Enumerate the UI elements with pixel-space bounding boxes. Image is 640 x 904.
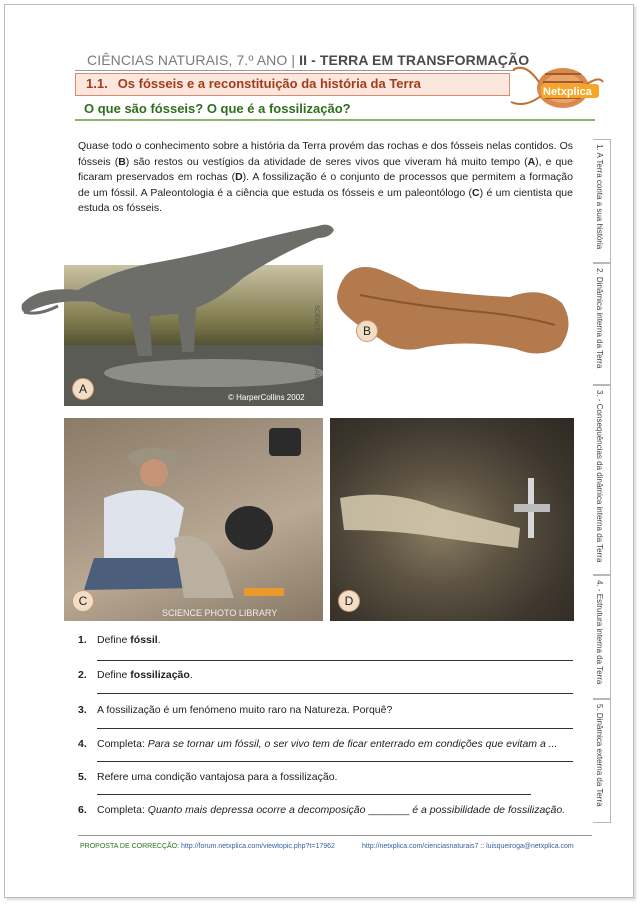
side-tab-4-label: 4. - Estrutura interna da Terra <box>595 580 604 685</box>
question-title: O que são fósseis? O que é a fossilização? <box>84 101 351 116</box>
side-tab-1-label: 1. A Terra conta a sua história <box>595 144 604 250</box>
answer-line-3[interactable] <box>97 728 573 729</box>
section-title: Os fósseis e a reconstituição da história da Terra <box>117 76 421 91</box>
image-c-credit: SCIENCE PHOTO LIBRARY <box>162 608 278 618</box>
answer-line-4[interactable] <box>97 761 573 762</box>
header-unit: II - TERRA EM TRANSFORMAÇÃO <box>299 52 530 68</box>
image-c-label: C <box>72 590 94 612</box>
footer-divider <box>78 835 592 836</box>
question-2-number: 2. <box>78 669 87 681</box>
section-heading <box>86 76 421 91</box>
answer-line-5[interactable] <box>97 794 531 795</box>
header-separator: | <box>291 52 296 68</box>
side-tab-3-label: 3. - Consequências da dinâmica interna da Terra <box>595 390 604 563</box>
side-tab-2[interactable] <box>593 263 611 385</box>
question-4-number: 4. <box>78 738 87 750</box>
intro-ref-b: B <box>118 155 126 168</box>
intro-sentence-1: Quase todo o conhecimento sobre a história da Terra provém das rochas e dos fósseis nelas contidos. <box>78 140 557 152</box>
intro-text: ), e que ficaram preservados em rochas ( <box>78 155 573 184</box>
question-1-text: Define fóssil. <box>97 634 161 646</box>
image-a-side-credit: SCIENCE PHOTO LIBRARY <box>313 305 319 382</box>
intro-text: ) é um cientista que estuda os fósseis. <box>78 186 573 215</box>
header-title <box>87 52 529 68</box>
question-3-number: 3. <box>78 704 87 716</box>
question-6-blank[interactable]: _______ <box>365 804 413 816</box>
question-1-number: 1. <box>78 634 87 646</box>
image-b-fossil-bone <box>330 255 574 405</box>
side-tab-5[interactable] <box>593 699 611 823</box>
footer-correction-link[interactable]: http://forum.netxplica.com/viewtopic.php?t=17962 <box>181 843 335 850</box>
question-6-number: 6. <box>78 804 87 816</box>
logo-text: Netxplica <box>543 86 592 98</box>
header-divider <box>75 70 515 71</box>
intro-text: ) são restos ou vestígios da atividade de seres vivos que viveram há muito tempo ( <box>125 155 528 168</box>
side-tab-3[interactable] <box>593 385 611 575</box>
footer-correction <box>80 843 335 850</box>
side-tab-5-label: 5. Dinâmica externa da Terra <box>595 704 604 807</box>
side-tab-4[interactable] <box>593 575 611 699</box>
netxplica-logo <box>505 52 605 122</box>
intro-ref-c: C <box>472 186 480 199</box>
header-subject: CIÊNCIAS NATURAIS, 7.º ANO <box>87 52 288 68</box>
section-number: 1.1. <box>86 76 108 91</box>
answer-line-2[interactable] <box>97 693 573 694</box>
image-b-label: B <box>356 320 378 342</box>
intro-text: Os fósseis ( <box>78 140 573 168</box>
image-d-fossil-in-rock <box>330 418 574 621</box>
side-tab-2-label: 2. Dinâmica interna da Terra <box>595 268 604 369</box>
intro-text: ). A fossilização é o conjunto de processos que permitem a formação de um fóssil. A Paleontologia é a ciência que estuda os fósseis e um paleontólogo ( <box>78 171 573 199</box>
image-c-paleontologist <box>64 418 323 621</box>
intro-ref-a: A <box>527 155 536 168</box>
intro-ref-d: D <box>235 171 243 184</box>
footer-correction-label: PROPOSTA DE CORRECÇÃO: <box>80 843 180 850</box>
footer-contact-link[interactable]: http://netxplica.com/cienciasnaturais7 :: luisqueiroga@netxplica.com <box>362 843 574 850</box>
question-2-text: Define fossilização. <box>97 669 193 681</box>
question-5-text: Refere uma condição vantajosa para a fossilização. <box>97 771 338 783</box>
question-3-text: A fossilização é um fenómeno muito raro na Natureza. Porquê? <box>97 704 393 716</box>
dinosaur-silhouette <box>18 216 338 366</box>
question-5-number: 5. <box>78 771 87 783</box>
intro-paragraph <box>78 139 573 217</box>
image-a-label: A <box>72 378 94 400</box>
question-4-text: Completa: Para se tornar um fóssil, o ser vivo tem de ficar enterrado em condições que evitam a ... <box>97 738 558 750</box>
question-6-text: Completa: Quanto mais depressa ocorre a decomposição _______ é a possibilidade de fossilização. <box>97 804 566 816</box>
image-d-label: D <box>338 590 360 612</box>
answer-line-1[interactable] <box>97 660 573 661</box>
image-a-credit: © HarperCollins 2002 <box>228 393 305 402</box>
side-tab-1[interactable] <box>593 139 611 263</box>
